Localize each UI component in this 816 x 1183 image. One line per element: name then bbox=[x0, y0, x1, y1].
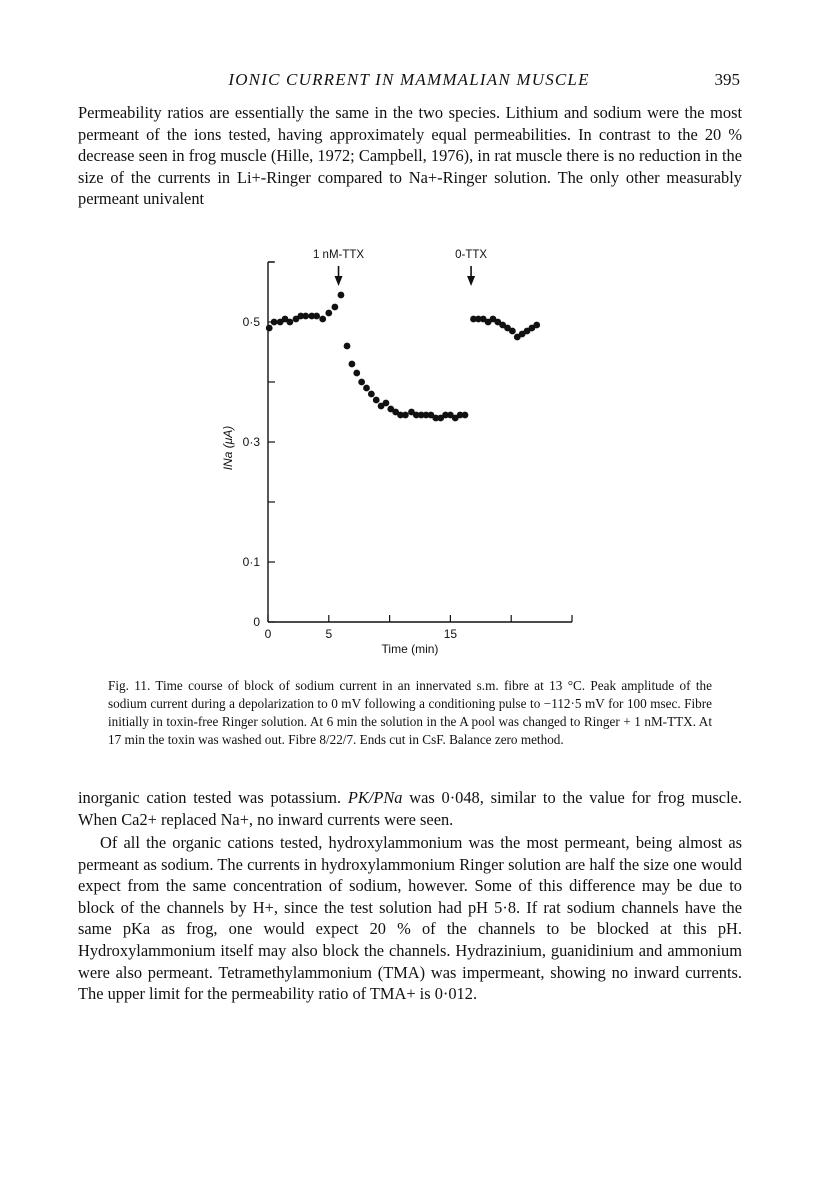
body-paragraph-middle bbox=[78, 787, 742, 830]
data-point bbox=[402, 412, 409, 419]
y-tick-label: 0·1 bbox=[242, 555, 260, 569]
annotation-label: 1 nM-TTX bbox=[312, 249, 365, 261]
data-point bbox=[266, 325, 273, 332]
x-tick-label: 5 bbox=[325, 627, 333, 641]
data-point bbox=[358, 379, 365, 386]
data-point bbox=[509, 328, 516, 335]
data-point bbox=[271, 319, 278, 326]
y-tick-label: 0·3 bbox=[242, 435, 260, 449]
figure-11 bbox=[200, 244, 600, 664]
figure-caption bbox=[108, 677, 712, 749]
figure-caption-text: Time course of block of sodium current in an innervated s.m. fibre at 13 °C. Peak amplitude of the sodium current during a depolarization to 0 mV following a conditioning pulse to −112·5 mV for 100 msec. Fibre initially in toxin-free Ringer solution. At 6 min the solution in the A pool was changed to Ringer + 1 nM-TTX. At 17 min the toxin was washed out. Fibre 8/22/7. Ends cut in CsF. Balance zero method. bbox=[108, 678, 712, 747]
data-point bbox=[373, 397, 380, 404]
data-point bbox=[302, 313, 309, 320]
page-number: 395 bbox=[714, 70, 740, 89]
data-point bbox=[353, 370, 360, 377]
x-tick-label: 15 bbox=[443, 627, 458, 641]
data-point bbox=[383, 400, 390, 407]
running-head bbox=[78, 70, 740, 94]
data-point bbox=[286, 319, 293, 326]
annotation-label: 0-TTX bbox=[455, 249, 488, 261]
y-tick-label: 0 bbox=[253, 615, 260, 629]
annotation-arrow-head bbox=[335, 276, 343, 286]
paragraph-middle-end: was 0·048, similar to the value for frog muscle. When Ca2+ replaced Na+, no inward currents were seen. bbox=[78, 788, 742, 829]
data-point bbox=[325, 310, 332, 317]
body-paragraph-bottom: Of all the organic cations tested, hydroxylammonium was the most permeant, being almost as permeant as sodium. The currents in hydroxylammonium Ringer solution are half the size one would expect from the same concentration of sodium, however. Some of this difference may be due to block of the channels by H+, since the test solution had pH 5·8. If rat sodium channels have the same pKa as frog, one would expect 20 % of the channels to be blocked at this pH. Hydroxylammonium itself may also block the channels. Hydrazinium, guanidinium and ammonium were also permeant. Tetramethylammonium (TMA) was impermeant, showing no inward currents. The upper limit for the permeability ratio of TMA+ is 0·012. bbox=[78, 833, 742, 1004]
data-point bbox=[319, 316, 326, 323]
data-point bbox=[338, 292, 345, 299]
data-point bbox=[533, 322, 540, 329]
annotations bbox=[221, 249, 487, 656]
data-point bbox=[462, 412, 469, 419]
x-axis-label: Time (min) bbox=[381, 642, 439, 656]
figure-label: Fig. 11. bbox=[108, 678, 151, 693]
y-axis-label: INa (μA) bbox=[221, 425, 235, 471]
data-point bbox=[368, 391, 375, 398]
time-course-chart bbox=[200, 244, 600, 664]
annotation-arrow-head bbox=[467, 276, 475, 286]
data-point bbox=[344, 343, 351, 350]
paragraph-middle-start: inorganic cation tested was potassium. bbox=[78, 788, 348, 807]
body-paragraph-top: Permeability ratios are essentially the same in the two species. Lithium and sodium were the most permeant of the ions tested, having approximately equal permeabilities. In contrast to the 20 % decrease seen in frog muscle (Hille, 1972; Campbell, 1976), in rat muscle there is no reduction in the size of the currents in Li+-Ringer compared to Na+-Ringer solution. The only other measurably permeant univalent bbox=[78, 103, 742, 209]
running-title: IONIC CURRENT IN MAMMALIAN MUSCLE bbox=[228, 70, 590, 89]
data-point bbox=[313, 313, 320, 320]
data-point bbox=[363, 385, 370, 392]
data-point bbox=[331, 304, 338, 311]
x-tick-label: 0 bbox=[264, 627, 272, 641]
data-points bbox=[266, 292, 540, 422]
data-point bbox=[349, 361, 356, 368]
permeability-ratio: PK/PNa bbox=[347, 788, 403, 807]
y-tick-label: 0·5 bbox=[242, 315, 260, 329]
